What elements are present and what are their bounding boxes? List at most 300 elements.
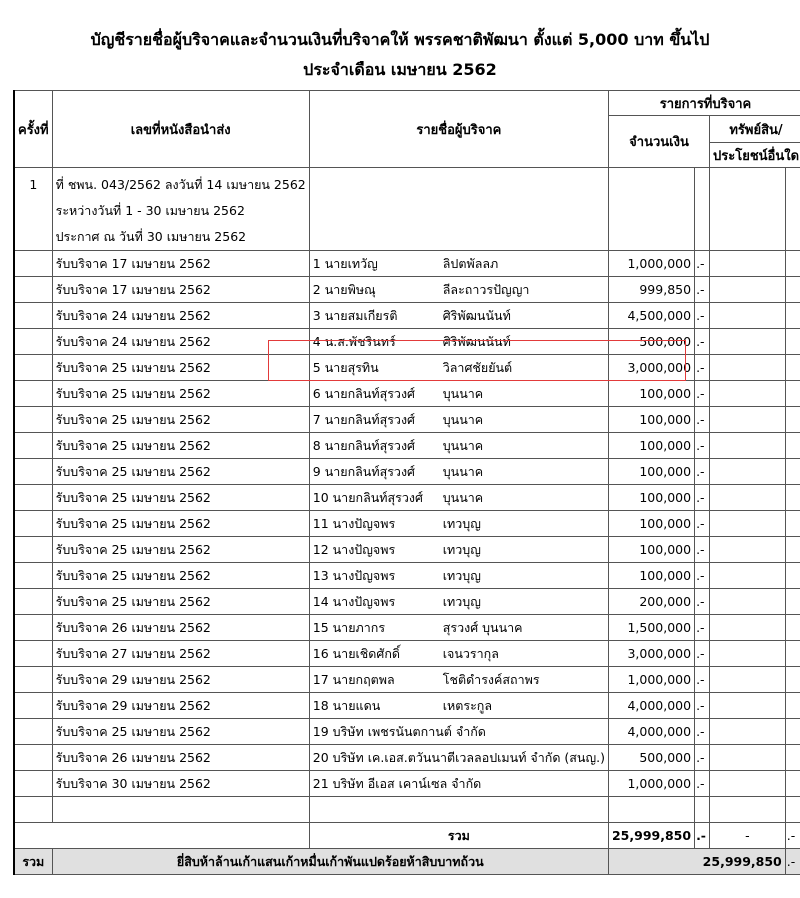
empty-cell — [785, 797, 800, 823]
row-amount: 500,000 — [608, 745, 694, 771]
row-no-cell — [14, 407, 52, 433]
row-assets — [710, 485, 786, 511]
donor-surname: บุนนาค — [442, 489, 484, 505]
table-row — [14, 771, 800, 797]
empty-cell — [710, 797, 786, 823]
donor-surname: เทวบุญ — [442, 567, 481, 583]
donor-name-wrap — [313, 566, 605, 586]
row-dash: .- — [695, 771, 710, 797]
donor-given-name — [313, 618, 443, 638]
row-assets — [710, 745, 786, 771]
row-assets-dash — [785, 407, 800, 433]
row-no-cell — [14, 667, 52, 693]
row-date: รับบริจาค 26 เมษายน 2562 — [52, 615, 309, 641]
row-date: รับบริจาค 24 เมษายน 2562 — [52, 329, 309, 355]
empty-cell — [710, 168, 786, 251]
donor-name: บริษัท เค.เอส.ตวันนาตีเวลลอปเมนท์ จำกัด (สนญ.) — [332, 749, 605, 765]
donor-name-wrap — [313, 280, 605, 300]
donor-index: 13 — [312, 567, 329, 583]
row-assets — [710, 719, 786, 745]
row-assets-dash — [785, 537, 800, 563]
row-assets-dash — [785, 433, 800, 459]
row-date: รับบริจาค 26 เมษายน 2562 — [52, 745, 309, 771]
row-dash: .- — [695, 277, 710, 303]
header-donor: รายชื่อผู้บริจาค — [309, 91, 608, 168]
row-assets — [710, 615, 786, 641]
row-date: รับบริจาค 25 เมษายน 2562 — [52, 381, 309, 407]
row-donor — [309, 303, 608, 329]
subtotal-row — [14, 823, 800, 849]
row-date: รับบริจาค 25 เมษายน 2562 — [52, 407, 309, 433]
row-dash: .- — [695, 381, 710, 407]
donor-name-wrap — [313, 462, 605, 482]
donor-surname: สุรวงศ์ บุนนาค — [442, 619, 523, 635]
table-row — [14, 511, 800, 537]
donor-name-wrap — [313, 774, 605, 794]
empty-cell — [309, 797, 608, 823]
donor-name-wrap — [313, 618, 605, 638]
row-dash: .- — [695, 563, 710, 589]
donor-index: 3 — [312, 307, 321, 323]
grand-total-label: รวม — [14, 849, 52, 875]
row-date: รับบริจาค 25 เมษายน 2562 — [52, 563, 309, 589]
row-date: รับบริจาค 25 เมษายน 2562 — [52, 485, 309, 511]
donor-index: 7 — [312, 411, 321, 427]
donor-name-wrap — [313, 384, 605, 404]
donor-name: บริษัท เพชรนันตกานต์ จำกัด — [332, 723, 486, 739]
donor-name-wrap — [313, 436, 605, 456]
row-donor — [309, 719, 608, 745]
row-assets-dash — [785, 563, 800, 589]
row-no-cell — [14, 277, 52, 303]
row-assets — [710, 771, 786, 797]
row-no-cell — [14, 615, 52, 641]
row-assets-dash — [785, 485, 800, 511]
row-donor — [309, 771, 608, 797]
donor-index: 2 — [312, 281, 321, 297]
row-assets — [710, 277, 786, 303]
row-assets — [710, 355, 786, 381]
donor-index: 1 — [312, 255, 321, 271]
empty-cell — [785, 168, 800, 251]
empty-cell — [309, 168, 608, 251]
donor-given-name — [313, 644, 443, 664]
donor-name-wrap — [313, 696, 605, 716]
donation-table — [13, 90, 800, 875]
row-assets-dash — [785, 277, 800, 303]
row-assets — [710, 589, 786, 615]
row-dash: .- — [695, 329, 710, 355]
donor-given-name — [313, 462, 443, 482]
donor-name-wrap — [313, 592, 605, 612]
donor-index: 21 — [312, 775, 329, 791]
row-date: รับบริจาค 30 เมษายน 2562 — [52, 771, 309, 797]
row-assets — [710, 641, 786, 667]
row-donor — [309, 641, 608, 667]
donor-name: นายกลินท์สุรวงศ์ — [324, 437, 415, 453]
row-donor — [309, 277, 608, 303]
row-no-cell — [14, 303, 52, 329]
row-amount: 500,000 — [608, 329, 694, 355]
row-amount: 100,000 — [608, 433, 694, 459]
grand-total-amount: 25,999,850 — [608, 849, 785, 875]
table-row — [14, 693, 800, 719]
row-donor — [309, 511, 608, 537]
row-no-cell — [14, 355, 52, 381]
row-amount: 100,000 — [608, 563, 694, 589]
row-assets-dash — [785, 641, 800, 667]
row-date: รับบริจาค 27 เมษายน 2562 — [52, 641, 309, 667]
donor-name-wrap — [313, 306, 605, 326]
row-date: รับบริจาค 25 เมษายน 2562 — [52, 433, 309, 459]
table-row — [14, 719, 800, 745]
row-no-cell — [14, 589, 52, 615]
donor-name: นายเชิดศักดิ์ — [332, 645, 401, 661]
entry-doc-line2: ระหว่างวันที่ 1 - 30 เมษายน 2562 — [55, 203, 245, 218]
donor-index: 4 — [312, 333, 321, 349]
subtotal-assets: - — [710, 823, 786, 849]
subtotal-label: รวม — [309, 823, 608, 849]
header-no: ครั้งที่ — [14, 91, 52, 168]
header-donation-items: รายการที่บริจาค — [608, 91, 800, 116]
row-dash: .- — [695, 459, 710, 485]
row-dash: .- — [695, 537, 710, 563]
row-assets — [710, 407, 786, 433]
row-amount: 999,850 — [608, 277, 694, 303]
row-amount: 1,000,000 — [608, 771, 694, 797]
donor-index: 16 — [312, 645, 329, 661]
row-donor — [309, 667, 608, 693]
donor-name-wrap — [313, 514, 605, 534]
row-amount: 4,500,000 — [608, 303, 694, 329]
donor-given-name — [313, 436, 443, 456]
row-no-cell — [14, 641, 52, 667]
subtotal-blank — [14, 823, 309, 849]
row-assets-dash — [785, 355, 800, 381]
empty-cell — [608, 797, 694, 823]
row-assets-dash — [785, 771, 800, 797]
row-assets-dash — [785, 303, 800, 329]
row-assets — [710, 693, 786, 719]
row-no-cell — [14, 719, 52, 745]
table-row — [14, 277, 800, 303]
empty-cell — [695, 797, 710, 823]
header-doc-no: เลขที่หนังสือนำส่ง — [52, 91, 309, 168]
donor-surname: โชติดำรงค์สถาพร — [442, 671, 540, 687]
entry-doc-line3: ประกาศ ณ วันที่ 30 เมษายน 2562 — [55, 229, 247, 244]
donor-surname: เทวบุญ — [442, 515, 481, 531]
donor-index: 11 — [312, 515, 329, 531]
row-dash: .- — [695, 667, 710, 693]
donor-given-name — [313, 670, 443, 690]
donor-name: นายสุรทิน — [324, 359, 379, 375]
donor-given-name — [313, 514, 443, 534]
table-row — [14, 407, 800, 433]
donor-index: 6 — [312, 385, 321, 401]
row-assets-dash — [785, 745, 800, 771]
donor-name: นายภากร — [332, 619, 386, 635]
row-no-cell — [14, 771, 52, 797]
donor-index: 10 — [312, 489, 329, 505]
row-amount: 1,000,000 — [608, 667, 694, 693]
grand-total-text: ยี่สิบห้าล้านเก้าแสนเก้าหมื่นเก้าพันแปดร้อยห้าสิบบาทถ้วน — [52, 849, 608, 875]
donor-name: นางปัญจพร — [332, 541, 396, 557]
row-no-cell — [14, 511, 52, 537]
row-no-cell — [14, 329, 52, 355]
donor-index: 15 — [312, 619, 329, 635]
donor-surname: วิลาศชัยยันต์ — [442, 359, 513, 375]
row-no-cell — [14, 433, 52, 459]
row-dash: .- — [695, 641, 710, 667]
donor-surname: ลิปตพัลลภ — [442, 255, 499, 271]
row-date: รับบริจาค 25 เมษายน 2562 — [52, 355, 309, 381]
donor-surname: ศิริพัฒนนันท์ — [442, 333, 511, 349]
donor-name-wrap — [313, 722, 605, 742]
header-assets-2: ประโยชน์อื่นใด — [710, 143, 800, 168]
donor-name: นายพิษณุ — [324, 281, 376, 297]
table-row — [14, 589, 800, 615]
row-dash: .- — [695, 693, 710, 719]
donor-given-name — [313, 696, 443, 716]
row-no-cell — [14, 381, 52, 407]
donor-surname: บุนนาค — [442, 385, 484, 401]
donor-index: 9 — [312, 463, 321, 479]
donor-index: 12 — [312, 541, 329, 557]
row-assets — [710, 381, 786, 407]
row-dash: .- — [695, 303, 710, 329]
document-title: บัญชีรายชื่อผู้บริจาคและจำนวนเงินที่บริจาคให้ พรรคชาติพัฒนา ตั้งแต่ 5,000 บาท ขึ้นไป — [90, 30, 710, 49]
table-row — [14, 251, 800, 277]
document-subtitle: ประจำเดือน เมษายน 2562 — [303, 60, 497, 79]
donor-given-name — [313, 254, 443, 274]
row-amount: 3,000,000 — [608, 641, 694, 667]
donor-given-name — [313, 488, 443, 508]
donor-name: นายกลินท์สุรวงศ์ — [324, 463, 415, 479]
donor-name: น.ส.พัชรินทร์ — [324, 333, 396, 349]
row-no-cell — [14, 693, 52, 719]
donor-surname: เทวบุญ — [442, 541, 481, 557]
row-dash: .- — [695, 433, 710, 459]
donor-given-name — [313, 410, 443, 430]
row-no-cell — [14, 563, 52, 589]
row-assets-dash — [785, 693, 800, 719]
row-date: รับบริจาค 29 เมษายน 2562 — [52, 667, 309, 693]
donor-surname: บุนนาค — [442, 463, 484, 479]
row-dash: .- — [695, 719, 710, 745]
donor-name-wrap — [313, 410, 605, 430]
row-dash: .- — [695, 485, 710, 511]
entry-no: 1 — [14, 168, 52, 251]
subtotal-assets-dash: .- — [785, 823, 800, 849]
donor-name: นางปัญจพร — [332, 593, 396, 609]
donor-name: นายกฤตพล — [332, 671, 395, 687]
donor-given-name — [313, 722, 486, 742]
row-dash: .- — [695, 251, 710, 277]
donor-name: นางปัญจพร — [332, 567, 396, 583]
table-row — [14, 537, 800, 563]
row-assets-dash — [785, 615, 800, 641]
row-assets — [710, 667, 786, 693]
donor-surname: เจนวรากุล — [442, 645, 499, 661]
row-donor — [309, 589, 608, 615]
donor-given-name — [313, 540, 443, 560]
header-assets-1: ทรัพย์สิน/ — [710, 116, 800, 143]
row-date: รับบริจาค 24 เมษายน 2562 — [52, 303, 309, 329]
donor-name-wrap — [313, 540, 605, 560]
subtotal-dash: .- — [695, 823, 710, 849]
row-amount: 1,000,000 — [608, 251, 694, 277]
row-amount: 3,000,000 — [608, 355, 694, 381]
row-date: รับบริจาค 25 เมษายน 2562 — [52, 589, 309, 615]
table-row — [14, 641, 800, 667]
row-assets-dash — [785, 511, 800, 537]
row-date: รับบริจาค 17 เมษายน 2562 — [52, 251, 309, 277]
row-dash: .- — [695, 511, 710, 537]
row-date: รับบริจาค 25 เมษายน 2562 — [52, 537, 309, 563]
donor-name: นายกลินท์สุรวงศ์ — [324, 411, 415, 427]
donor-given-name — [313, 748, 605, 768]
header-row-1 — [14, 91, 800, 116]
empty-cell — [14, 797, 52, 823]
row-assets — [710, 537, 786, 563]
row-assets-dash — [785, 329, 800, 355]
donor-index: 20 — [312, 749, 329, 765]
row-donor — [309, 433, 608, 459]
row-dash: .- — [695, 745, 710, 771]
header-amount: จำนวนเงิน — [608, 116, 709, 168]
donor-surname: ลีละถาวรปัญญา — [442, 281, 530, 297]
row-amount: 100,000 — [608, 511, 694, 537]
row-donor — [309, 251, 608, 277]
row-assets-dash — [785, 381, 800, 407]
row-donor — [309, 693, 608, 719]
donor-name-wrap — [313, 748, 605, 768]
row-amount: 100,000 — [608, 381, 694, 407]
row-date: รับบริจาค 25 เมษายน 2562 — [52, 511, 309, 537]
row-donor — [309, 563, 608, 589]
row-no-cell — [14, 251, 52, 277]
table-row — [14, 303, 800, 329]
row-amount: 4,000,000 — [608, 719, 694, 745]
donor-name-wrap — [313, 254, 605, 274]
row-assets — [710, 563, 786, 589]
donor-index: 17 — [312, 671, 329, 687]
donor-given-name — [313, 306, 443, 326]
spacer-row — [14, 797, 800, 823]
row-no-cell — [14, 745, 52, 771]
donor-surname: บุนนาค — [442, 411, 484, 427]
donor-name: นายกลินท์สุรวงศ์ — [324, 385, 415, 401]
row-date: รับบริจาค 25 เมษายน 2562 — [52, 459, 309, 485]
row-no-cell — [14, 537, 52, 563]
row-amount: 100,000 — [608, 459, 694, 485]
row-amount: 100,000 — [608, 537, 694, 563]
table-row — [14, 745, 800, 771]
donor-index: 18 — [312, 697, 329, 713]
donor-given-name — [313, 566, 443, 586]
highlight-box — [268, 340, 686, 381]
subtotal-amount: 25,999,850 — [608, 823, 694, 849]
row-assets-dash — [785, 589, 800, 615]
empty-cell — [695, 168, 710, 251]
row-assets — [710, 303, 786, 329]
entry-doc-line1: ที่ ชพน. 043/2562 ลงวันที่ 14 เมษายน 2562 — [55, 177, 306, 192]
table-row — [14, 433, 800, 459]
row-amount: 100,000 — [608, 485, 694, 511]
row-assets — [710, 329, 786, 355]
donor-name: นางปัญจพร — [332, 515, 396, 531]
donor-index: 19 — [312, 723, 329, 739]
row-assets-dash — [785, 667, 800, 693]
donor-name: นายกลินท์สุรวงศ์ — [332, 489, 423, 505]
row-donor — [309, 485, 608, 511]
donor-surname: บุนนาค — [442, 437, 484, 453]
donor-name-wrap — [313, 670, 605, 690]
donor-index: 8 — [312, 437, 321, 453]
donor-given-name — [313, 774, 482, 794]
row-amount: 200,000 — [608, 589, 694, 615]
row-assets — [710, 511, 786, 537]
grand-total-dash: .- — [785, 849, 800, 875]
row-donor — [309, 745, 608, 771]
donor-given-name — [313, 592, 443, 612]
row-donor — [309, 459, 608, 485]
row-assets-dash — [785, 459, 800, 485]
donor-name: นายเทวัญ — [324, 255, 378, 271]
empty-cell — [52, 797, 309, 823]
row-assets — [710, 459, 786, 485]
donor-given-name — [313, 280, 443, 300]
row-assets — [710, 433, 786, 459]
table-row — [14, 563, 800, 589]
row-dash: .- — [695, 615, 710, 641]
row-date: รับบริจาค 17 เมษายน 2562 — [52, 277, 309, 303]
donor-name: นายสมเกียรติ — [324, 307, 398, 323]
donor-index: 5 — [312, 359, 321, 375]
donor-name-wrap — [313, 488, 605, 508]
row-assets — [710, 251, 786, 277]
row-donor — [309, 537, 608, 563]
row-no-cell — [14, 485, 52, 511]
row-donor — [309, 615, 608, 641]
row-donor — [309, 407, 608, 433]
row-dash: .- — [695, 589, 710, 615]
table-row — [14, 381, 800, 407]
row-date: รับบริจาค 29 เมษายน 2562 — [52, 693, 309, 719]
donor-name: นายแดน — [332, 697, 381, 713]
donor-surname: ศิริพัฒนนันท์ — [442, 307, 511, 323]
row-assets-dash — [785, 251, 800, 277]
row-amount: 1,500,000 — [608, 615, 694, 641]
row-donor — [309, 381, 608, 407]
table-row — [14, 459, 800, 485]
donor-surname: เหตระกูล — [442, 697, 493, 713]
donor-given-name — [313, 384, 443, 404]
entry-doc-info — [52, 168, 309, 251]
row-dash: .- — [695, 407, 710, 433]
row-amount: 4,000,000 — [608, 693, 694, 719]
first-entry-row — [14, 168, 800, 251]
donor-name-wrap — [313, 644, 605, 664]
donor-name: บริษัท อีเอส เคาน์เซล จำกัด — [332, 775, 482, 791]
table-row — [14, 485, 800, 511]
row-assets-dash — [785, 719, 800, 745]
table-row — [14, 615, 800, 641]
row-amount: 100,000 — [608, 407, 694, 433]
grand-total-row — [14, 849, 800, 875]
row-no-cell — [14, 459, 52, 485]
donor-index: 14 — [312, 593, 329, 609]
